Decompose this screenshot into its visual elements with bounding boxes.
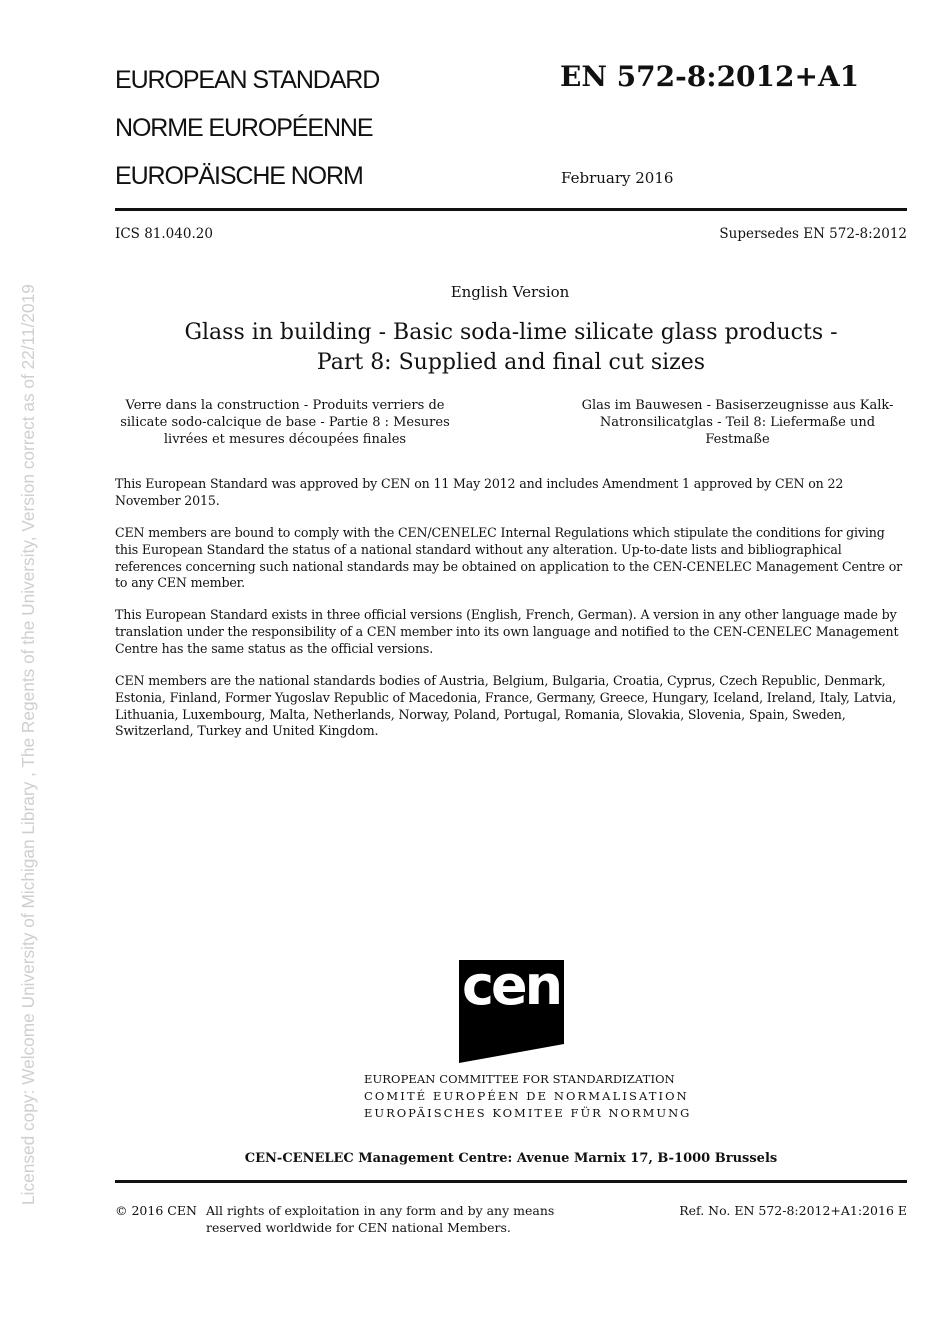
members-paragraph: CEN members are the national standards bodies of Austria, Belgium, Bulgaria, Croatia, Cyprus, Czech Republic, Denmark, Estonia, Finland, Former Yugoslav Republic of Macedonia, France, Germany, Greece, Hungary, Iceland, Ireland, Italy, Latvia, Lithuania, Luxembourg, Malta, Netherlands, Norway, Poland, Portugal, Romania, Slovakia, Slovenia, Spain, Sweden, Switzerland, Turkey and United Kingdom.	[115, 673, 897, 739]
header-divider	[115, 208, 907, 211]
committee-name-de: EUROPÄISCHES KOMITEE FÜR NORMUNG	[364, 1106, 692, 1120]
standard-label-fr: NORME EUROPÉENNE	[115, 114, 373, 142]
committee-name-en: EUROPEAN COMMITTEE FOR STANDARDIZATION	[364, 1072, 675, 1086]
standard-label-en: EUROPEAN STANDARD	[115, 66, 380, 94]
management-centre-address: CEN-CENELEC Management Centre: Avenue Marnix 17, B-1000 Brussels	[244, 1151, 778, 1166]
licence-watermark: Licensed copy: Welcome University of Michigan Library , The Regents of the University, Version correct as of 22/11/2019	[18, 284, 38, 1205]
committee-name-fr: COMITÉ EUROPÉEN DE NORMALISATION	[364, 1089, 689, 1103]
approval-paragraph: This European Standard was approved by CEN on 11 May 2012 and includes Amendment 1 approved by CEN on 22 November 2015.	[115, 476, 844, 508]
cen-logo-icon	[459, 960, 564, 1063]
standard-label-de: EUROPÄISCHE NORM	[115, 162, 363, 190]
versions-paragraph: This European Standard exists in three official versions (English, French, German). A version in any other language made by translation under the responsibility of a CEN member into its own language and notified to the CEN-CENELEC Management Centre has the same status as the official versions.	[115, 607, 899, 656]
supersedes-note: Supersedes EN 572-8:2012	[719, 226, 907, 242]
document-title	[115, 318, 907, 378]
title-line-1: Glass in building - Basic soda-lime silicate glass products -	[184, 320, 838, 345]
reference-number: Ref. No. EN 572-8:2012+A1:2016 E	[679, 1203, 907, 1218]
footer-divider	[115, 1180, 907, 1183]
regulations-paragraph: CEN members are bound to comply with the CEN/CENELEC Internal Regulations which stipulate the conditions for giving this European Standard the status of a national standard without any alteration. Up-to-date lists and bibliographical references concerning such national standards may be obtained on application to the CEN-CENELEC Management Centre or to any CEN member.	[115, 525, 903, 591]
french-title: Verre dans la construction - Produits verriers de silicate sodo-calcique de base - Partie 8 : Mesures livrées et mesures découpées finales	[120, 398, 450, 447]
german-title: Glas im Bauwesen - Basiserzeugnisse aus Kalk-Natronsilicatglas - Teil 8: Liefermaße und Festmaße	[581, 398, 894, 447]
rights-notice: All rights of exploitation in any form and by any means reserved worldwide for CEN national Members.	[206, 1203, 555, 1235]
ics-code: ICS 81.040.20	[115, 226, 213, 242]
version-label: English Version	[450, 283, 570, 301]
cen-logo-text: cen	[461, 960, 561, 1017]
title-line-2: Part 8: Supplied and final cut sizes	[316, 350, 706, 375]
copyright-notice: © 2016 CEN	[115, 1203, 197, 1218]
publication-date: February 2016	[561, 169, 674, 187]
standard-number: EN 572-8:2012+A1	[560, 60, 860, 93]
